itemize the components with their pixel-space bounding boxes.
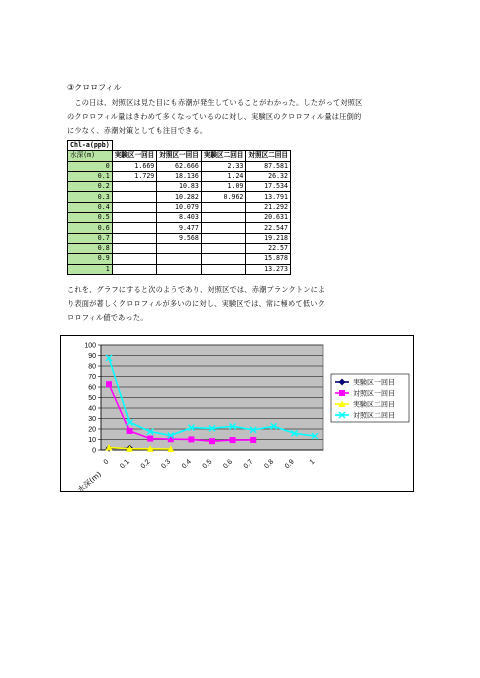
y-tick-label: 70 [88,374,96,381]
value-cell: 1.24 [201,171,246,181]
value-cell: 19.218 [246,233,291,243]
data-point [339,390,345,396]
table-row [68,171,291,181]
table-row [68,202,291,212]
x-axis-label: 水深(m) [75,469,104,491]
value-cell: 13.273 [246,264,291,274]
table-header-row [68,151,291,161]
x-tick-label: 0.5 [201,458,214,471]
value-cell: 17.534 [246,182,291,192]
legend-label: 対照区一回目 [353,389,395,398]
x-tick-label: 0.3 [160,458,173,471]
depth-cell: 0.2 [68,182,113,192]
depth-cell: 0 [68,161,113,171]
y-tick-label: 100 [84,342,96,350]
value-cell: 2.33 [201,161,246,171]
value-cell: 9.568 [157,233,202,243]
chlorophyll-chart [60,335,414,492]
table-row [68,264,291,274]
value-cell: 22.547 [246,223,291,233]
y-tick-label: 40 [88,405,96,413]
depth-cell: 1 [68,264,113,274]
x-tick-label: 0.7 [242,458,255,471]
value-cell [201,264,246,274]
y-tick-label: 30 [88,416,96,423]
value-cell: 10.079 [157,202,202,212]
paragraph-line: に少なく、赤潮対策としても注目できる。 [67,126,208,135]
value-cell: 13.791 [246,192,291,202]
value-cell: 1.729 [112,171,157,181]
table-row [68,213,291,223]
value-cell [201,233,246,243]
x-tick-label: 0.1 [119,458,132,471]
paragraph-line: り表面が著しくクロロフィルが多いのに対し、実験区では、常に極めて低いク [67,299,325,308]
paragraph-line: のクロロフィル量はきわめて多くなっているのに対し、実験区のクロロフィル量は圧倒的 [67,112,362,121]
x-tick-label: 0.9 [283,458,296,471]
value-cell [157,264,202,274]
analysis-paragraph [67,283,413,325]
value-cell [201,213,246,223]
legend-label: 実験区一回目 [353,378,395,387]
value-cell: 10.83 [157,182,202,192]
value-cell: 21.292 [246,202,291,212]
value-cell [201,202,246,212]
data-point [188,436,194,442]
intro-paragraph [67,96,413,138]
value-cell [112,202,157,212]
value-cell [157,243,202,253]
paragraph-line: ロロフィル値であった。 [67,313,148,322]
x-tick-label: 1 [308,458,317,467]
legend-label: 対照区二回目 [353,411,395,420]
depth-cell: 0.4 [68,202,113,212]
y-tick-label: 60 [88,384,96,392]
value-cell [112,223,157,233]
depth-cell: 0.3 [68,192,113,202]
table-title: Chl-a(ppb) [68,141,113,151]
value-cell: 18.136 [157,171,202,181]
header-exp2: 実験区二回目 [201,151,246,161]
y-tick-label: 90 [88,353,96,360]
depth-cell: 0.8 [68,243,113,253]
data-point [106,381,112,387]
table-row [68,233,291,243]
data-point [147,436,153,442]
value-cell: 1.09 [201,182,246,192]
y-tick-label: 80 [88,363,96,371]
table-row [68,254,291,264]
value-cell: 20.631 [246,213,291,223]
data-point [209,438,215,444]
paragraph-line: この日は、対照区は見た目にも赤潮が発生していることがわかった。したがって対照区 [67,98,363,107]
header-ctl1: 対照区一回目 [157,151,202,161]
value-cell: 87.581 [246,161,291,171]
table-row [68,243,291,253]
data-point [230,437,236,443]
value-cell: 10.282 [157,192,202,202]
x-tick-label: 0.2 [139,458,152,471]
x-tick-label: 0.6 [222,458,235,471]
x-tick-label: 0.8 [263,458,276,471]
table-row [68,161,291,171]
value-cell [201,223,246,233]
table-row [68,223,291,233]
depth-cell: 0.1 [68,171,113,181]
paragraph-line: これを、グラフにすると次のようであり、対照区では、赤潮プランクトンによ [67,285,326,294]
y-tick-label: 10 [88,437,96,444]
value-cell [112,213,157,223]
value-cell [201,254,246,264]
table-row [68,192,291,202]
y-tick-label: 50 [88,395,96,402]
depth-cell: 0.7 [68,233,113,243]
value-cell [112,233,157,243]
section-heading: ③クロロフィル [67,83,122,92]
value-cell [112,254,157,264]
value-cell [201,243,246,253]
y-tick-label: 20 [88,426,96,434]
value-cell [157,254,202,264]
value-cell: 0.962 [201,192,246,202]
value-cell [112,264,157,274]
value-cell: 15.878 [246,254,291,264]
value-cell: 62.666 [157,161,202,171]
data-point [127,428,133,434]
chlorophyll-table [67,140,291,275]
value-cell [112,182,157,192]
value-cell [112,192,157,202]
y-tick-label: 0 [92,447,96,455]
x-tick-label: 0.4 [180,458,193,471]
chart-svg [61,336,413,491]
depth-cell: 0.6 [68,223,113,233]
table-row [68,182,291,192]
header-ctl2: 対照区二回目 [246,151,291,161]
depth-cell: 0.9 [68,254,113,264]
value-cell: 9.477 [157,223,202,233]
header-depth: 水深(m) [68,151,113,161]
header-exp1: 実験区一回目 [112,151,157,161]
x-tick-label: 0 [102,458,111,467]
data-point [250,437,256,443]
value-cell: 22.57 [246,243,291,253]
value-cell [112,243,157,253]
value-cell: 26.32 [246,171,291,181]
value-cell: 8.403 [157,213,202,223]
value-cell: 1.669 [112,161,157,171]
depth-cell: 0.5 [68,213,113,223]
legend-label: 実験区二回目 [353,400,395,409]
